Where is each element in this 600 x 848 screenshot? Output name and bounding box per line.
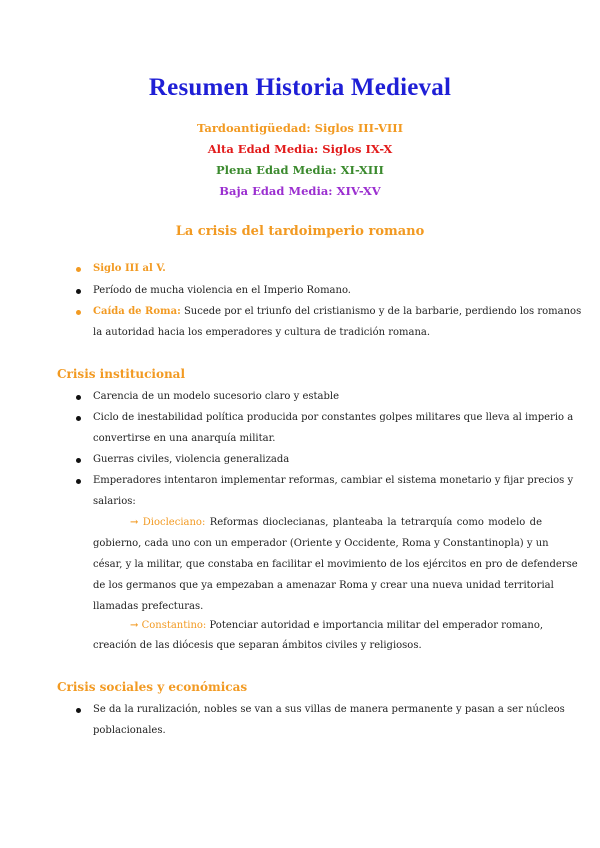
page-title: Resumen Historia Medieval [148, 74, 452, 101]
period-alta-edad-media: Alta Edad Media: Siglos IX-X [207, 142, 393, 156]
diocleciano-continuation: llamadas prefecturas. [93, 601, 204, 612]
bullet-icon [76, 479, 81, 484]
bullet-icon [76, 458, 81, 463]
period-plena-edad-media: Plena Edad Media: XI-XIII [216, 163, 384, 177]
diocleciano-text: Reformas dioclecianas, planteaba la tetrarquía como modelo de [209, 517, 542, 528]
constantino-label: Constantino: [141, 620, 207, 631]
list-item [93, 305, 582, 319]
diocleciano-continuation: césar, y la militar, que constaba en facilitar el movimiento de los ejércitos en pro de defenderse [93, 559, 578, 570]
list-item-continuation: la autoridad hacia los emperadores y cultura de tradición romana. [93, 327, 431, 338]
constantino-paragraph [130, 619, 542, 633]
caida-roma-label: Caída de Roma: [93, 306, 181, 317]
bullet-icon [76, 395, 81, 400]
siglo-label: Siglo III al V. [93, 263, 166, 274]
list-item: Se da la ruralización, nobles se van a sus villas de manera permanente y pasan a ser núcleos [93, 704, 565, 715]
list-item-continuation: convertirse en una anarquía militar. [93, 433, 276, 444]
list-item: Guerras civiles, violencia generalizada [93, 454, 290, 465]
bullet-icon [76, 416, 81, 421]
period-tardoantiguedad: Tardoantigüedad: Siglos III-VIII [196, 121, 404, 135]
bullet-icon [76, 267, 81, 272]
list-item [93, 262, 542, 276]
diocleciano-paragraph [130, 516, 542, 530]
constantino-continuation: creación de las diócesis que separan ámbitos civiles y religiosos. [93, 640, 422, 651]
period-baja-edad-media: Baja Edad Media: XIV-XV [219, 184, 381, 198]
section-heading-tardoimperio: La crisis del tardoimperio romano [175, 224, 425, 239]
diocleciano-label: Diocleciano: [142, 517, 206, 528]
list-item: Emperadores intentaron implementar reformas, cambiar el sistema monetario y fijar precios y [93, 475, 574, 486]
list-item: Período de mucha violencia en el Imperio Romano. [93, 285, 351, 296]
bullet-icon [76, 289, 81, 294]
caida-roma-text: Sucede por el triunfo del cristianismo y de la barbarie, perdiendo los romanos [183, 306, 582, 317]
bullet-icon [76, 310, 81, 315]
diocleciano-continuation: de los germanos que ya empezaban a amenazar Roma y crear una nueva unidad territorial [93, 580, 554, 591]
constantino-text: Potenciar autoridad e importancia militar del emperador romano, [209, 620, 544, 631]
arrow-right-icon: → [130, 620, 139, 631]
list-item: Carencia de un modelo sucesorio claro y estable [93, 391, 340, 402]
section-heading-crisis-institucional: Crisis institucional [57, 367, 186, 381]
diocleciano-continuation: gobierno, cada uno con un emperador (Oriente y Occidente, Roma y Constantinopla) y un [93, 538, 549, 549]
list-item: Ciclo de inestabilidad política producida por constantes golpes militares que lleva al imperio a [93, 412, 574, 423]
section-heading-crisis-sociales: Crisis sociales y económicas [57, 680, 248, 694]
list-item-continuation: poblacionales. [93, 725, 166, 736]
arrow-right-icon: → [130, 517, 139, 528]
bullet-icon [76, 708, 81, 713]
list-item-continuation: salarios: [93, 496, 136, 507]
